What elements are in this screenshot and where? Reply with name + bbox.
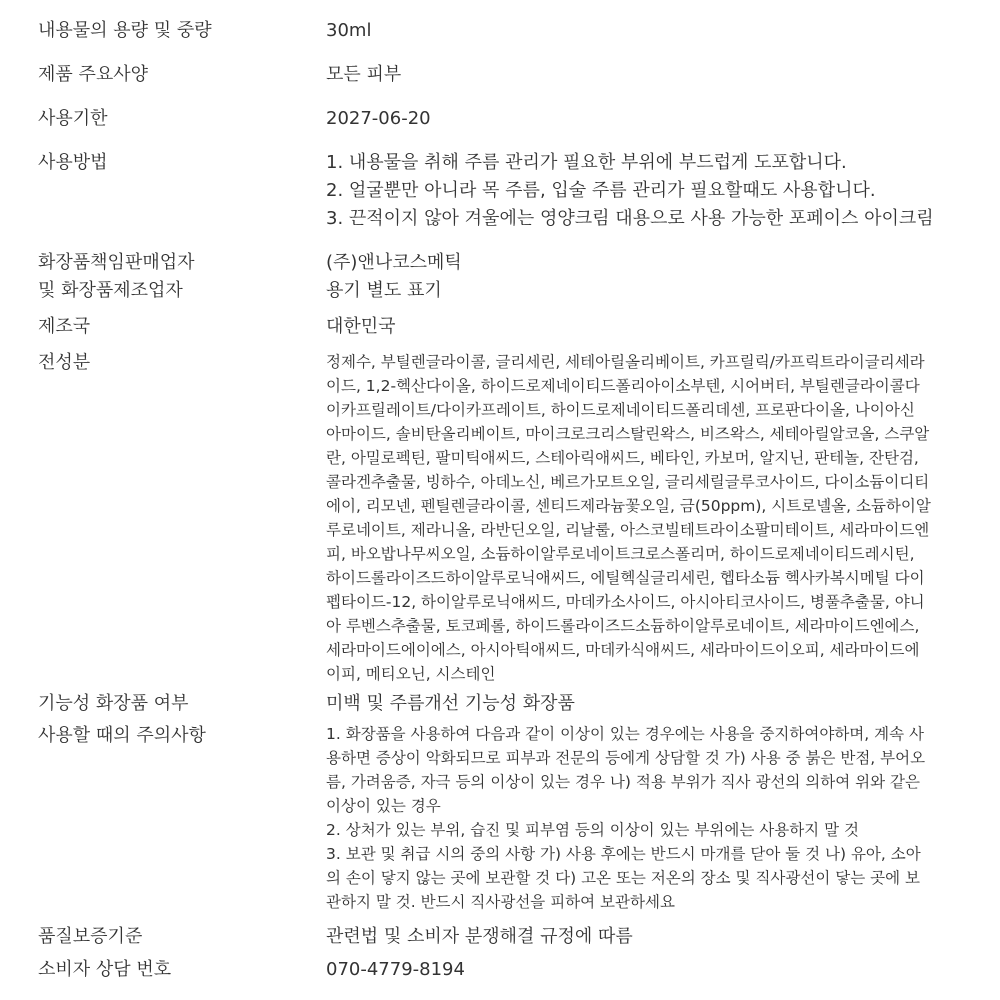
ingredients-line: 하이드롤라이즈드하이알루로닉애씨드, 에틸헥실글리세린, 헵타소듐 헥사카복시메틸 다이 [326,569,925,587]
quality-label: 품질보증기준 [38,926,143,947]
caution-label: 사용할 때의 주의사항 [38,725,206,746]
ingredients-list [326,350,931,686]
caution-line: 이상이 있는 경우 [326,797,441,815]
seller-label-line-1: 화장품책임판매업자 [38,252,195,273]
ingredients-line: 피, 바오밥나무씨오일, 소듐하이알루로네이트크로스폴리머, 하이드로제네이티드레시틴, [326,545,915,563]
caution-line: 2. 상처가 있는 부위, 습진 및 피부염 등의 이상이 있는 부위에는 사용하지 말 것 [326,821,859,839]
caution-line: 름, 가려움증, 자극 등의 이상이 있는 경우 나) 적용 부위가 직사 광선의 의하여 위와 같은 [326,773,920,791]
quality-value: 관련법 및 소비자 분쟁해결 규정에 따름 [326,926,633,947]
ingredients-line: 이드, 1,2-헥산다이올, 하이드로제네이티드폴리아이소부텐, 시어버터, 부틸렌글라이콜다 [326,377,920,395]
usage-steps [326,149,934,233]
functional-label: 기능성 화장품 여부 [38,693,189,714]
ingredients-line: 펩타이드-12, 하이알루로닉애씨드, 마데카소사이드, 아시아티코사이드, 병풀추출물, 야니 [326,593,925,611]
ingredients-line: 이카프릴레이트/다이카프레이트, 하이드로제네이티드폴리데센, 프로판다이올, 나이아신 [326,401,915,419]
capacity-value: 30ml [326,20,372,41]
caution-line: 의 손이 닿지 않는 곳에 보관할 것 다) 고온 또는 저온의 장소 및 직사광선이 닿는 곳에 보 [326,869,920,887]
expiry-value: 2027-06-20 [326,108,431,129]
ingredients-line: 이피, 메티오닌, 시스테인 [326,665,496,683]
ingredients-line: 란, 아밀로펙틴, 팔미틱애씨드, 스테아릭애씨드, 베타인, 카보머, 알지닌, 판테놀, 잔탄검, [326,449,919,467]
seller-value [326,249,462,305]
caution-line: 1. 화장품을 사용하여 다음과 같이 이상이 있는 경우에는 사용을 중지하여야하며, 계속 사 [326,725,924,743]
caution-line: 용하면 증상이 악화되므로 피부과 전문의 등에게 상담할 것 가) 사용 중 붉은 반점, 부어오 [326,749,926,767]
ingredients-line: 에이, 리모넨, 펜틸렌글라이콜, 센티드제라늄꽃오일, 금(50ppm), 시트로넬올, 소듐하이알 [326,497,931,515]
ingredients-line: 콜라겐추출물, 빙하수, 아데노신, 베르가모트오일, 글리세릴글루코사이드, 다이소듐이디티 [326,473,930,491]
caution-line: 관하지 말 것. 반드시 직사광선을 피하여 보관하세요 [326,893,675,911]
caution-line: 3. 보관 및 취급 시의 중의 사항 가) 사용 후에는 반드시 마개를 닫아 둘 것 나) 유아, 소아 [326,845,921,863]
ingredients-line: 아 루벤스추출물, 토코페롤, 하이드롤라이즈드소듐하이알루로네이트, 세라마이드엔에스, [326,617,920,635]
usage-step-3: 3. 끈적이지 않아 겨울에는 영양크림 대용으로 사용 가능한 포페이스 아이크림 [326,208,934,229]
seller-label [38,249,195,305]
capacity-label: 내용물의 용량 및 중량 [38,20,212,41]
ingredients-label: 전성분 [38,352,91,373]
usage-label: 사용방법 [38,152,108,173]
spec-value: 모든 피부 [326,64,402,85]
country-value: 대한민국 [326,316,396,337]
seller-company: (주)앤나코스메틱 [326,252,462,273]
usage-step-1: 1. 내용물을 취해 주름 관리가 필요한 부위에 부드럽게 도포합니다. [326,152,847,173]
functional-value: 미백 및 주름개선 기능성 화장품 [326,693,575,714]
spec-label: 제품 주요사양 [38,64,149,85]
ingredients-line: 루로네이트, 제라니올, 라반딘오일, 리날룰, 아스코빌테트라이소팔미테이트, 세라마이드엔 [326,521,930,539]
country-label: 제조국 [38,316,91,337]
seller-label-line-2: 및 화장품제조업자 [38,280,183,301]
usage-step-2: 2. 얼굴뿐만 아니라 목 주름, 입술 주름 관리가 필요할때도 사용합니다. [326,180,876,201]
expiry-label: 사용기한 [38,108,108,129]
ingredients-line: 세라마이드에이에스, 아시아틱애씨드, 마데카식애씨드, 세라마이드이오피, 세라마이드에 [326,641,920,659]
manufacturer-note: 용기 별도 표기 [326,280,442,301]
ingredients-line: 아마이드, 솔비탄올리베이트, 마이크로크리스탈린왁스, 비즈왁스, 세테아릴알코올, 스쿠알 [326,425,930,443]
contact-label: 소비자 상담 번호 [38,959,172,980]
ingredients-line: 정제수, 부틸렌글라이콜, 글리세린, 세테아릴올리베이트, 카프릴릭/카프릭트라이글리세라 [326,353,925,371]
caution-text [326,722,925,914]
contact-phone: 070-4779-8194 [326,959,465,980]
